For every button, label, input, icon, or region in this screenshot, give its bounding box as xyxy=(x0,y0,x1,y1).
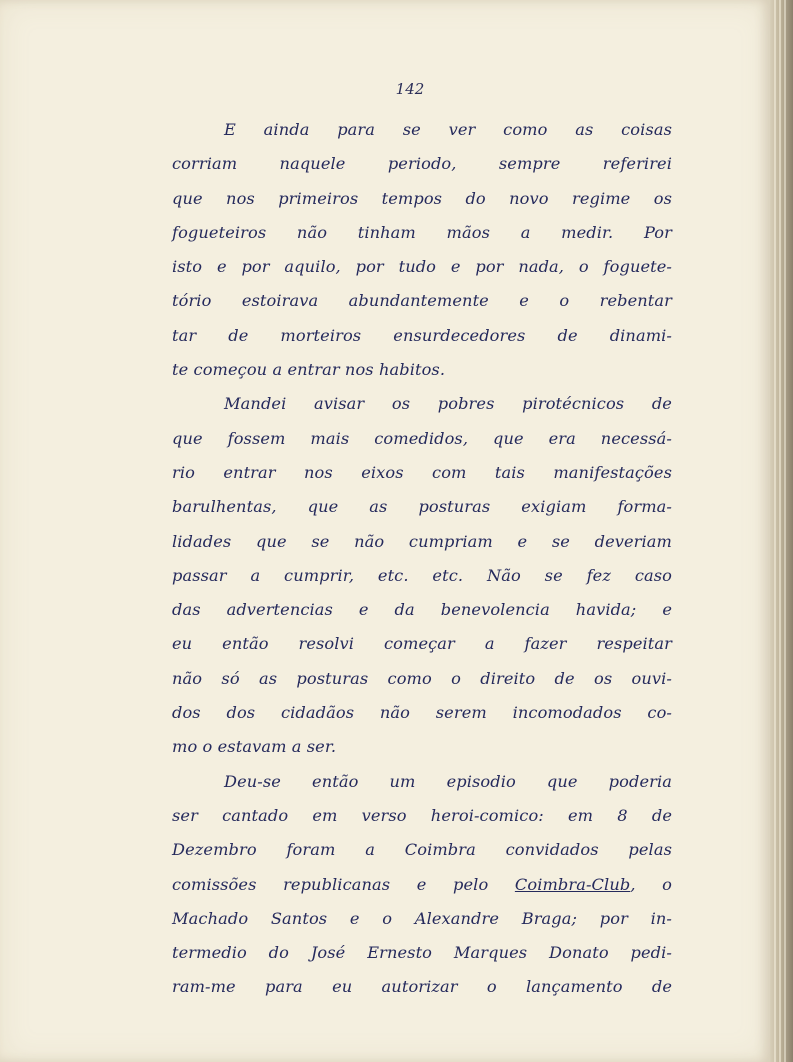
text-line: barulhentas, que as posturas exigiam forma- xyxy=(172,497,672,517)
text-line: tar de morteiros ensurdecedores de dinami- xyxy=(172,325,672,345)
handwritten-text xyxy=(172,113,672,1005)
text-line: Dezembro foram a Coimbra convidados pelas xyxy=(172,840,672,860)
text-line: tório estoirava abundantemente e o rebentar xyxy=(172,291,672,311)
page-edge xyxy=(770,0,793,1062)
text-line: corriam naquele periodo, sempre referirei xyxy=(172,154,672,174)
text-line: que fossem mais comedidos, que era necessá- xyxy=(172,428,672,448)
text-line: fogueteiros não tinham mãos a medir. Por xyxy=(172,222,672,242)
page-edge-strip xyxy=(774,0,776,1062)
text-line: das advertencias e da benevolencia havida; e xyxy=(172,600,672,620)
text-line-with-underline xyxy=(172,868,672,902)
text-line: termedio do José Ernesto Marques Donato pedi- xyxy=(172,943,672,963)
text-segment: comissões republicanas e pelo xyxy=(172,874,515,894)
text-line: mo o estavam a ser. xyxy=(172,737,337,757)
text-line: rio entrar nos eixos com tais manifestações xyxy=(172,462,672,482)
text-line: isto e por aquilo, por tudo e por nada, o foguete- xyxy=(172,257,672,277)
text-line: Machado Santos e o Alexandre Braga; por in- xyxy=(172,908,672,928)
text-line: Deu-se então um episodio que poderia xyxy=(224,771,672,791)
text-segment: , o xyxy=(630,874,672,894)
text-line: que nos primeiros tempos do novo regime os xyxy=(172,188,672,208)
text-line: E ainda para se ver como as coisas xyxy=(224,120,672,139)
text-line: dos dos cidadãos não serem incomodados co- xyxy=(172,703,672,723)
text-line: não só as posturas como o direito de os ouvi- xyxy=(172,668,672,688)
underlined-club-name: Coimbra-Club xyxy=(514,874,631,894)
page-edge-strip xyxy=(784,0,786,1062)
page-number: 142 xyxy=(395,80,425,98)
text-line: eu então resolvi começar a fazer respeitar xyxy=(172,634,672,654)
text-line: ser cantado em verso heroi-comico: em 8 de xyxy=(172,805,672,825)
text-line: Mandei avisar os pobres pirotécnicos de xyxy=(224,394,672,414)
text-line: ram-me para eu autorizar o lançamento de xyxy=(172,977,672,997)
page-edge-strip xyxy=(779,0,781,1062)
text-line: te começou a entrar nos habitos. xyxy=(172,360,446,380)
text-line: lidades que se não cumpriam e se deveriam xyxy=(172,531,672,551)
text-line: passar a cumprir, etc. etc. Não se fez caso xyxy=(172,565,672,585)
